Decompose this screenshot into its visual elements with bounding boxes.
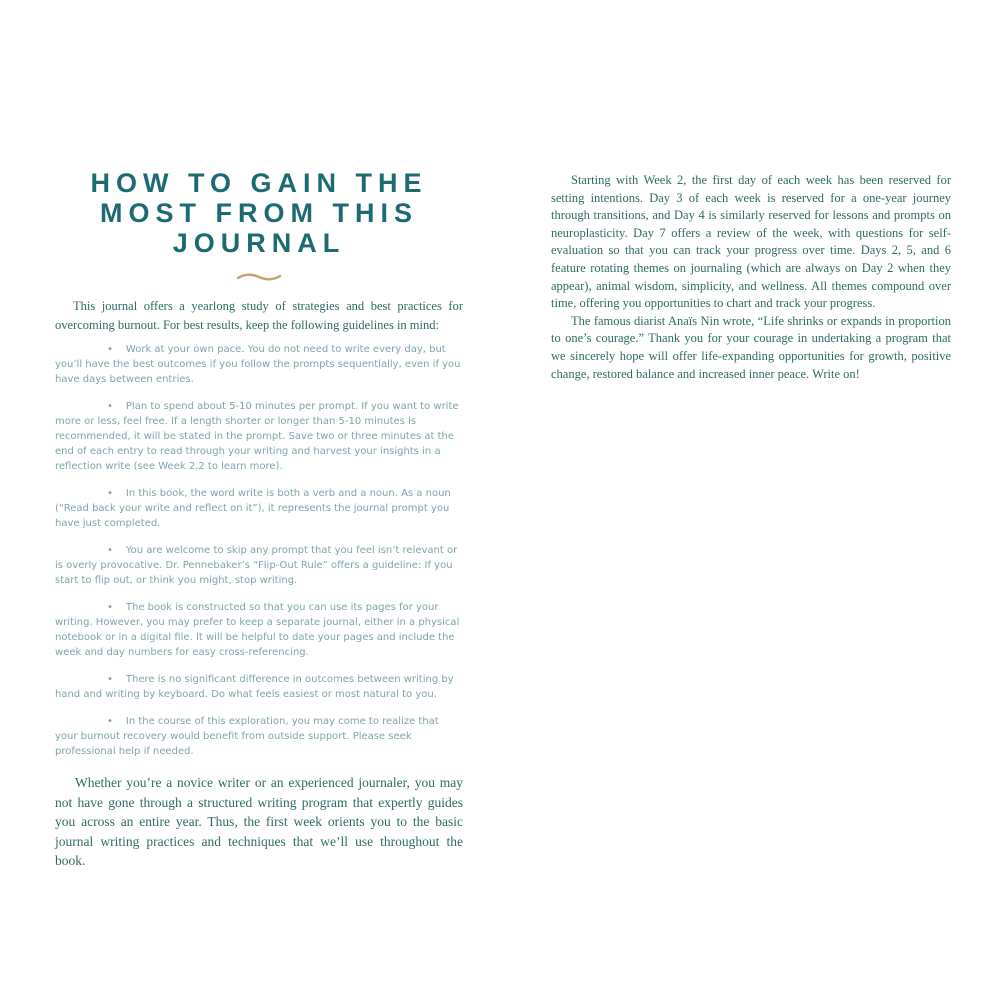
left-page	[55, 168, 463, 871]
page-title-line-1: HOW TO GAIN THE	[90, 168, 428, 198]
page-title	[55, 168, 463, 258]
squiggle-divider	[55, 270, 463, 282]
list-item-text: In the course of this exploration, you may come to realize that your burnout recovery would benefit from outside support. Please seek professional help if needed.	[55, 716, 439, 757]
list-item-text: There is no significant difference in outcomes between writing by hand and writing by keyboard. Do what feels easiest or most natural to you.	[55, 674, 454, 700]
list-item	[55, 342, 463, 387]
list-item-text: Plan to spend about 5-10 minutes per prompt. If you want to write more or less, feel free. If a length shorter or longer than 5-10 minutes is recommended, it will be stated in the prompt. Save two or three minutes at the end of each entry to read through your writing and harvest your insights in a reflection write (see Week 2.2 to learn more).	[55, 401, 459, 472]
bullet-dot: •	[107, 602, 113, 613]
list-item-text: The book is constructed so that you can use its pages for your writing. However, you may prefer to keep a separate journal, either in a physical notebook or in a digital file. It will be helpful to date your pages and include the week and day numbers for easy cross-referencing.	[55, 602, 460, 658]
bullet-dot: •	[107, 674, 113, 685]
list-item	[55, 600, 463, 660]
guidelines-list	[55, 342, 463, 759]
bullet-dot: •	[107, 545, 113, 556]
list-item	[55, 672, 463, 702]
bullet-dot: •	[107, 344, 113, 355]
right-page	[551, 172, 951, 383]
bullet-dot: •	[107, 488, 113, 499]
bullet-dot: •	[107, 401, 113, 412]
body-paragraph: Starting with Week 2, the first day of each week has been reserved for setting intentions. Day 3 of each week is reserved for a one-year journey through transitions, and Day 4 is similarly reserved for lessons and prompts on neuroplasticity. Day 7 offers a review of the week, with questions for self-evaluation so that you can track your progress over time. Days 2, 5, and 6 feature rotating themes on journaling (which are always on Day 2 when they appear), animal wisdom, simplicity, and wellness. All themes compound over time, offering you opportunities to chart and track your progress.	[551, 173, 951, 311]
intro-paragraph: This journal offers a yearlong study of strategies and best practices for overcoming burnout. For best results, keep the following guidelines in mind:	[55, 299, 463, 332]
list-item-text: Work at your own pace. You do not need to write every day, but you’ll have the best outcomes if you follow the prompts sequentially, even if you have days between entries.	[55, 344, 461, 385]
list-item	[55, 399, 463, 474]
list-item-text: In this book, the word write is both a verb and a noun. As a noun (“Read back your write and reflect on it”), it represents the journal prompt you have just completed.	[55, 488, 451, 529]
list-item	[55, 543, 463, 588]
page-title-line-3: JOURNAL	[172, 228, 346, 258]
squiggle-icon	[236, 271, 282, 283]
list-item-text: You are welcome to skip any prompt that you feel isn’t relevant or is overly provocative. Dr. Pennebaker’s “Flip-Out Rule” offers a guideline: If you start to flip out, or think you might, stop writing.	[55, 545, 458, 586]
list-item	[55, 486, 463, 531]
closing-paragraph: Whether you’re a novice writer or an experienced journaler, you may not have gone through a structured writing program that expertly guides you across an entire year. Thus, the first week orients you to the basic journal writing practices and techniques that we’ll use throughout the book.	[55, 775, 463, 868]
list-item	[55, 714, 463, 759]
page-title-line-2: MOST FROM THIS	[100, 198, 418, 228]
bullet-dot: •	[107, 716, 113, 727]
body-paragraph: The famous diarist Anaïs Nin wrote, “Life shrinks or expands in proportion to one’s courage.” Thank you for your courage in undertaking a program that we sincerely hope will offer life-expanding opportunities for growth, positive change, restored balance and increased inner peace. Write on!	[551, 313, 951, 381]
